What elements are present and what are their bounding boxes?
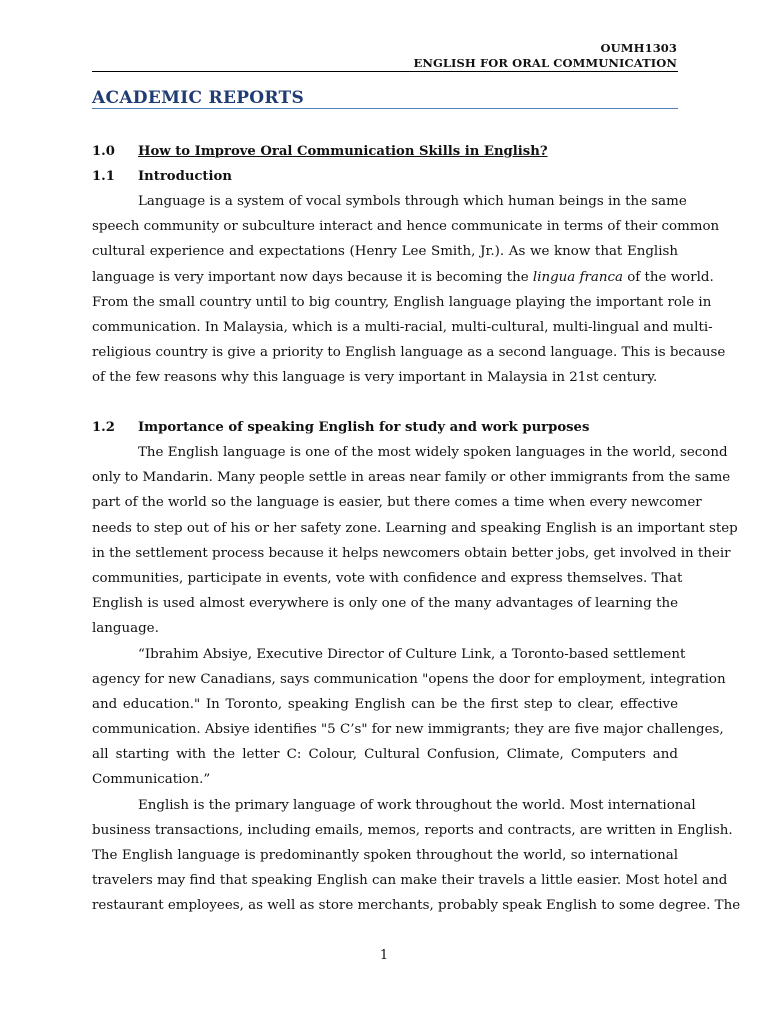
introduction-paragraph [92,189,726,391]
section-number: 1.1 [92,169,115,184]
text-line: communication. In Malaysia, which is a multi-racial, multi-cultural, multi-lingual and multi- [92,319,713,335]
section-title: Importance of speaking English for study and work purposes [138,420,590,435]
header-divider [92,71,678,72]
text-run: language is very important now days because it is becoming the [92,269,533,285]
text-line: The English language is predominantly spoken throughout the world, so international [92,848,678,863]
title-divider [92,108,678,109]
importance-paragraph-1 [92,440,741,919]
section-heading-1-0 [92,143,548,161]
running-header [413,41,677,71]
text-line: religious country is give a priority to English language as a second language. This is because [92,345,726,361]
text-line: cultural experience and expectations (Henry Lee Smith, Jr.). As we know that English [92,244,678,260]
course-code: OUMH1303 [600,41,677,55]
italic-term: lingua franca [532,269,623,285]
section-heading-1-2 [92,419,589,437]
text-line: all starting with the letter C: Colour, Cultural Confusion, Climate, Computers and [92,747,678,763]
text-line: in the settlement process because it helps newcomers obtain better jobs, get involved in their [92,545,731,561]
text-line: communities, participate in events, vote with confidence and express themselves. That [92,570,683,586]
text-line: Communication.” [92,772,211,788]
text-line: communication. Absiye identifies "5 C’s" for new immigrants; they are five major challenges, [92,722,724,738]
text-line [92,265,714,290]
document-title: ACADEMIC REPORTS [92,88,305,108]
text-line: part of the world so the language is easier, but there comes a time when every newcomer [92,495,702,511]
section-title: How to Improve Oral Communication Skills in English? [138,144,548,159]
page-number: 1 [379,948,389,963]
section-number: 1.0 [92,144,115,159]
text-line: and education." In Toronto, speaking English can be the first step to clear, effective [92,696,678,712]
text-line: of the few reasons why this language is very important in Malaysia in 21st century. [92,370,658,386]
text-line: language. [92,621,159,637]
text-line: Language is a system of vocal symbols through which human beings in the same [138,194,687,209]
section-title: Introduction [138,169,232,184]
text-line: “Ibrahim Absiye, Executive Director of Culture Link, a Toronto-based settlement [138,646,686,662]
text-line: The English language is one of the most widely spoken languages in the world, second [138,445,728,460]
text-line: English is used almost everywhere is only one of the many advantages of learning the [92,596,678,612]
text-line: business transactions, including emails, memos, reports and contracts, are written in English. [92,822,733,838]
text-line: From the small country until to big country, English language playing the important role in [92,294,712,310]
text-run: of the world. [622,269,714,285]
text-line: English is the primary language of work throughout the world. Most international [138,797,696,813]
text-line: restaurant employees, as well as store merchants, probably speak English to some degree. The [92,898,741,914]
text-line: travelers may find that speaking English can make their travels a little easier. Most hotel and [92,873,728,889]
section-heading-1-1 [92,168,232,186]
text-line: only to Mandarin. Many people settle in areas near family or other immigrants from the same [92,470,731,486]
course-name: ENGLISH FOR ORAL COMMUNICATION [413,56,677,70]
text-line: agency for new Canadians, says communication "opens the door for employment, integration [92,671,726,687]
text-line: needs to step out of his or her safety zone. Learning and speaking English is an important step [92,520,738,536]
section-number: 1.2 [92,420,115,435]
text-line: speech community or subculture interact and hence communicate in terms of their common [92,219,720,235]
